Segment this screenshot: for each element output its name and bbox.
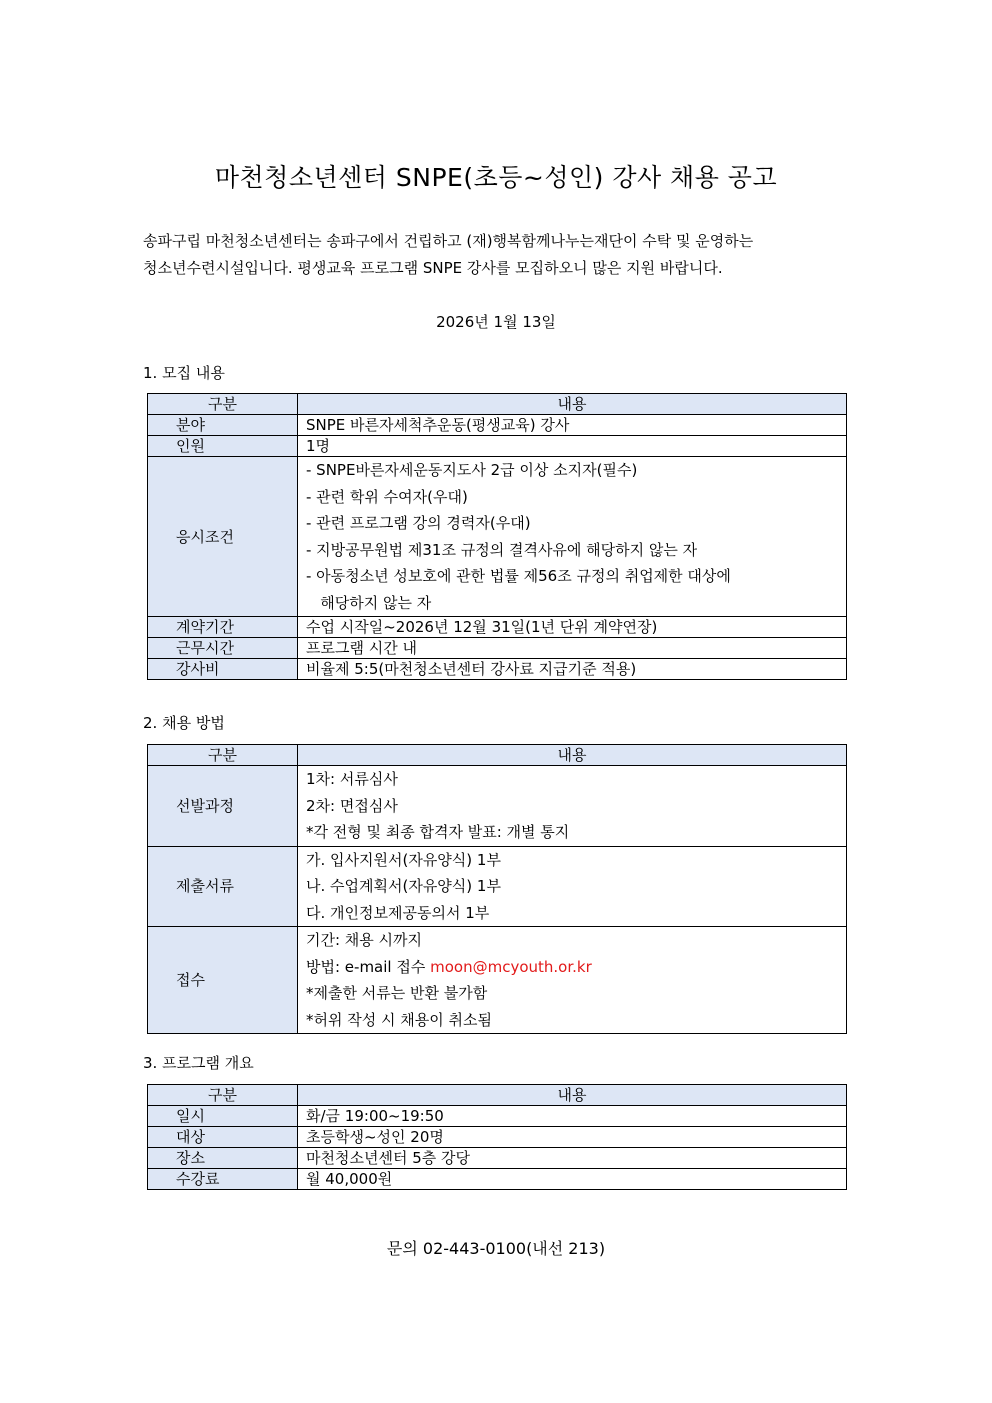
- intro-line: 송파구립 마천청소년센터는 송파구에서 건립하고 (재)행복함께나누는재단이 수탁 및 운영하는: [143, 232, 754, 250]
- row-key: 분야: [148, 415, 298, 436]
- announcement-date: 2026년 1월 13일: [436, 313, 556, 331]
- table-row: [148, 436, 847, 457]
- row-key: 제출서류: [148, 846, 298, 927]
- row-value: [298, 457, 847, 617]
- table-row: [148, 415, 847, 436]
- email-link[interactable]: moon@mcyouth.or.kr: [430, 957, 592, 976]
- hiring-table: [147, 744, 847, 1034]
- row-value: 프로그램 시간 내: [298, 638, 847, 659]
- table-row: [148, 1148, 847, 1169]
- header-category: 구분: [148, 1085, 298, 1106]
- table-row: [148, 846, 847, 927]
- row-key: 대상: [148, 1127, 298, 1148]
- row-value: 가. 입사지원서(자유양식) 1부 나. 수업계획서(자유양식) 1부 다. 개인정보제공동의서 1부: [298, 846, 847, 927]
- row-value: 기간: 채용 시까지 방법: e-mail 접수 moon@mcyouth.or.kr *제출한 서류는 반환 불가함 *허위 작성 시 채용이 취소됨: [298, 927, 847, 1034]
- table-row: [148, 1127, 847, 1148]
- condition-line: - 관련 학위 수여자(우대): [306, 487, 468, 506]
- row-key: 계약기간: [148, 617, 298, 638]
- header-category: 구분: [148, 745, 298, 766]
- header-category: 구분: [148, 394, 298, 415]
- row-key: 근무시간: [148, 638, 298, 659]
- row-key: 인원: [148, 436, 298, 457]
- condition-line: - 아동청소년 성보호에 관한 법률 제56조 규정의 취업제한 대상에: [306, 567, 731, 585]
- condition-line: - 지방공무원법 제31조 규정의 결격사유에 해당하지 않는 자: [306, 540, 698, 559]
- table-row: [148, 1106, 847, 1127]
- row-key: 응시조건: [148, 457, 298, 617]
- row-key: 강사비: [148, 659, 298, 680]
- row-key: 선발과정: [148, 766, 298, 847]
- header-content: 내용: [298, 394, 847, 415]
- table-header-row: [148, 1085, 847, 1106]
- row-value: 화/금 19:00~19:50: [298, 1106, 847, 1127]
- row-value: 비율제 5:5(마천청소년센터 강사료 지급기준 적용): [298, 659, 847, 680]
- table-header-row: [148, 394, 847, 415]
- row-value: 마천청소년센터 5층 강당: [298, 1148, 847, 1169]
- table-header-row: [148, 745, 847, 766]
- row-value: SNPE 바른자세척추운동(평생교육) 강사: [298, 415, 847, 436]
- table-row: [148, 927, 847, 1034]
- row-value: 초등학생~성인 20명: [298, 1127, 847, 1148]
- section-heading-recruitment: 1. 모집 내용: [143, 364, 225, 382]
- section-heading-program: 3. 프로그램 개요: [143, 1054, 254, 1072]
- row-value: 1명: [298, 436, 847, 457]
- table-row: [148, 457, 847, 617]
- recruitment-table: [147, 393, 847, 680]
- condition-line: - 관련 프로그램 강의 경력자(우대): [306, 514, 531, 532]
- row-key: 수강료: [148, 1169, 298, 1190]
- table-row: [148, 1169, 847, 1190]
- contact-info: 문의 02-443-0100(내선 213): [386, 1239, 606, 1258]
- row-value: 월 40,000원: [298, 1169, 847, 1190]
- row-key: 접수: [148, 927, 298, 1034]
- condition-line: - SNPE바른자세운동지도사 2급 이상 소지자(필수): [306, 461, 638, 479]
- program-table: [147, 1084, 847, 1190]
- table-row: [148, 638, 847, 659]
- table-row: [148, 617, 847, 638]
- header-content: 내용: [298, 745, 847, 766]
- row-value: 1차: 서류심사 2차: 면접심사 *각 전형 및 최종 합격자 발표: 개별 통지: [298, 766, 847, 847]
- row-key: 장소: [148, 1148, 298, 1169]
- page-title: 마천청소년센터 SNPE(초등~성인) 강사 채용 공고: [214, 163, 778, 192]
- table-row: [148, 659, 847, 680]
- header-content: 내용: [298, 1085, 847, 1106]
- section-heading-hiring: 2. 채용 방법: [143, 714, 225, 732]
- row-value: 수업 시작일~2026년 12월 31일(1년 단위 계약연장): [298, 617, 847, 638]
- intro-line: 청소년수련시설입니다. 평생교육 프로그램 SNPE 강사를 모집하오니 많은 지원 바랍니다.: [143, 259, 723, 277]
- table-row: [148, 766, 847, 847]
- condition-line: 해당하지 않는 자: [306, 593, 432, 612]
- row-key: 일시: [148, 1106, 298, 1127]
- intro-paragraph: [143, 228, 853, 282]
